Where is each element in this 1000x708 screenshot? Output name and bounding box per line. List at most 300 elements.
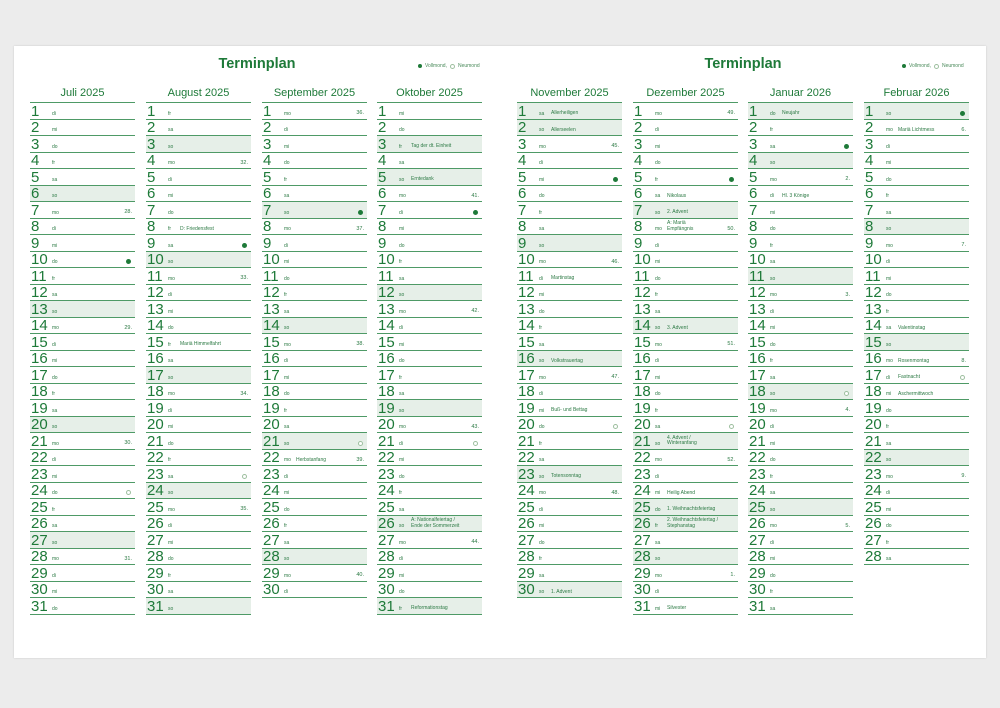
week-number: 50. [727,225,735,232]
weekday-label: mo [284,110,291,117]
weekday-label: do [886,176,892,183]
day-row [517,400,622,417]
day-row [30,120,135,137]
day-row [377,351,482,368]
day-row [30,516,135,533]
weekday-label: sa [770,143,776,150]
day-number: 30 [263,581,280,598]
day-row [30,186,135,203]
day-number: 21 [865,432,882,450]
day-row [146,186,251,203]
weekday-label: mo [770,292,777,298]
day-number: 29 [147,564,164,582]
day-row [146,450,251,467]
day-row [748,301,853,318]
day-number: 25 [378,498,395,516]
day-row [748,565,853,582]
day-row [262,334,367,351]
weekday-label: sa [655,193,661,199]
day-number: 18 [147,383,164,400]
day-number: 21 [518,432,535,450]
weekday-label: so [284,325,290,331]
day-number: 2 [263,119,272,136]
weekday-label: mo [886,473,893,480]
weekday-label: mi [886,160,892,166]
weekday-label: mi [886,506,892,513]
day-row [377,417,482,434]
month-name: Oktober 2025 [377,84,482,103]
day-row [262,301,367,318]
day-row [748,549,853,566]
weekday-label: do [168,209,174,216]
weekday-label: mi [539,176,545,183]
day-row [146,252,251,269]
day-row [748,169,853,186]
day-row [517,202,622,219]
day-number: 10 [31,251,48,268]
month-column [262,84,367,598]
day-number: 23 [147,465,164,483]
day-row [30,582,135,599]
holiday-label: 2. Advent [667,209,688,216]
day-row [377,252,482,269]
day-row [146,384,251,401]
weekday-label: so [539,473,545,480]
weekday-label: fr [770,589,774,595]
weekday-label: mo [886,127,893,133]
day-row [146,400,251,417]
day-number: 16 [263,350,280,367]
weekday-label: fr [539,440,543,447]
day-number: 9 [263,234,272,252]
weekday-label: di [539,391,543,397]
day-number: 13 [31,300,48,318]
day-row [30,384,135,401]
day-number: 4 [147,152,156,169]
weekday-label: sa [284,539,290,546]
week-number: 9. [961,473,966,479]
day-row [864,318,969,335]
month-name: September 2025 [262,84,367,103]
day-row [633,532,738,549]
day-row [633,334,738,351]
weekday-label: fr [770,473,774,480]
day-number: 20 [518,416,535,433]
day-row [633,153,738,170]
day-row [262,565,367,582]
weekday-label: mi [655,143,661,150]
weekday-label: di [886,143,890,150]
day-row [633,367,738,384]
weekday-label: do [399,242,405,249]
day-number: 15 [378,333,395,351]
day-number: 12 [378,284,395,301]
weekday-label: fr [52,391,56,397]
day-number: 21 [634,432,651,450]
day-row [30,433,135,450]
day-row [30,450,135,467]
weekday-label: do [399,127,405,133]
day-number: 29 [378,564,395,582]
day-number: 4 [263,152,272,169]
holiday-label: Totensonntag [551,473,582,480]
day-row [748,252,853,269]
day-number: 7 [749,201,758,219]
day-row [633,235,738,252]
weekday-label: sa [399,275,405,282]
day-number: 1 [31,102,40,120]
day-row [517,565,622,582]
day-row [748,202,853,219]
day-number: 13 [147,300,164,318]
day-number: 17 [147,366,164,384]
day-number: 23 [263,465,280,483]
day-number: 30 [31,581,48,598]
day-number: 30 [147,581,164,598]
day-row [30,103,135,120]
weekday-label: sa [886,325,892,331]
day-number: 9 [147,234,156,252]
day-number: 25 [31,498,48,516]
day-number: 10 [518,251,535,268]
full-moon-icon [242,243,247,248]
weekday-label: so [539,242,545,249]
weekday-label: fr [886,193,890,199]
day-row [377,153,482,170]
weekday-label: mi [655,374,661,381]
weekday-label: di [399,556,403,562]
day-number: 24 [518,482,535,499]
weekday-label: mi [770,325,776,331]
day-number: 18 [865,383,882,400]
day-number: 25 [263,498,280,516]
week-number: 4. [845,407,850,413]
weekday-label: do [168,556,174,562]
weekday-label: sa [770,605,776,612]
day-row [262,367,367,384]
day-number: 25 [518,498,535,516]
day-number: 25 [749,498,766,516]
day-number: 23 [865,465,882,483]
day-row [377,334,482,351]
day-row [864,334,969,351]
day-row [377,186,482,203]
weekday-label: fr [284,407,288,414]
day-row [748,186,853,203]
weekday-label: sa [399,391,405,397]
day-row [377,499,482,516]
holiday-label: Martinstag [551,275,575,282]
day-number: 17 [263,366,280,384]
day-number: 29 [749,564,766,582]
weekday-label: di [539,506,543,513]
weekday-label: mo [539,490,546,496]
weekday-label: fr [168,457,172,463]
day-number: 7 [147,201,156,219]
weekday-label: mi [52,127,58,133]
weekday-label: fr [399,374,403,381]
day-number: 16 [378,350,395,367]
day-number: 9 [518,234,527,252]
weekday-label: so [770,391,776,397]
day-row [633,565,738,582]
day-number: 5 [147,168,156,186]
day-number: 24 [263,482,280,499]
day-row [864,235,969,252]
day-number: 5 [31,168,40,186]
weekday-label: so [886,341,892,348]
day-number: 26 [749,515,766,532]
weekday-label: di [770,193,774,199]
week-number: 40. [356,572,364,578]
weekday-label: sa [52,523,58,529]
day-row [633,169,738,186]
weekday-label: mi [168,193,174,199]
week-number: 43. [471,423,479,430]
day-number: 16 [31,350,48,367]
weekday-label: sa [770,490,776,496]
new-moon-icon [613,424,618,429]
day-number: 24 [749,482,766,499]
day-row [517,367,622,384]
weekday-label: mi [52,589,58,595]
weekday-label: so [886,110,892,117]
day-row [633,219,738,236]
day-row [633,103,738,120]
weekday-label: mi [399,110,405,117]
weekday-label: so [168,143,174,150]
day-number: 28 [518,548,535,565]
weekday-label: di [539,275,543,282]
weekday-label: di [399,440,403,447]
day-number: 17 [865,366,882,384]
full-moon-icon [729,177,734,182]
day-number: 1 [147,102,156,120]
weekday-label: sa [399,160,405,166]
day-number: 20 [31,416,48,433]
week-number: 36. [356,110,364,116]
day-number: 12 [865,284,882,301]
day-row [864,301,969,318]
day-number: 2 [749,119,758,136]
day-row [262,400,367,417]
day-number: 14 [634,317,651,334]
day-number: 12 [31,284,48,301]
day-row [748,103,853,120]
new-moon-icon [729,424,734,429]
full-moon-icon [358,210,363,215]
day-number: 26 [378,515,395,532]
weekday-label: so [399,407,405,414]
day-number: 25 [865,498,882,516]
day-row [30,565,135,582]
day-row [633,450,738,467]
day-row [517,466,622,483]
weekday-label: mo [52,440,59,447]
day-row [262,202,367,219]
day-row [262,384,367,401]
weekday-label: do [399,473,405,480]
weekday-label: sa [655,539,661,546]
page-title: Terminplan [704,56,782,72]
weekday-label: so [399,176,405,183]
week-number: 42. [471,308,479,314]
weekday-label: do [284,275,290,282]
holiday-label: Tag der dt. Einheit [411,143,452,150]
day-row [864,466,969,483]
legend-new-moon-label: Neumond [941,63,964,69]
weekday-label: mo [399,539,406,546]
weekday-label: sa [886,209,892,216]
day-row [146,301,251,318]
day-number: 1 [518,102,527,120]
day-number: 14 [31,317,48,334]
week-number: 38. [356,341,364,347]
day-number: 22 [147,449,164,466]
weekday-label: mi [539,523,545,529]
weekday-label: fr [886,539,890,546]
day-number: 28 [31,548,48,565]
day-row [377,532,482,549]
day-row [262,103,367,120]
weekday-label: mo [284,341,291,348]
day-number: 2 [865,119,874,136]
day-number: 10 [147,251,164,268]
day-row [864,549,969,566]
day-number: 30 [634,581,651,598]
weekday-label: do [655,506,661,513]
day-number: 12 [263,284,280,301]
day-number: 19 [865,399,882,417]
new-moon-icon [473,441,478,446]
day-row [517,433,622,450]
day-number: 21 [378,432,395,450]
day-number: 14 [518,317,535,334]
weekday-label: sa [284,424,290,430]
weekday-label: mo [52,209,59,216]
day-row [377,433,482,450]
day-number: 25 [147,498,164,516]
weekday-label: fr [284,176,288,183]
day-row [377,450,482,467]
day-row [30,153,135,170]
weekday-label: fr [655,176,659,183]
weekday-label: mo [284,226,291,232]
weekday-label: fr [655,407,659,414]
weekday-label: so [168,605,174,612]
day-row [146,351,251,368]
day-number: 8 [31,218,40,235]
day-number: 9 [378,234,387,252]
week-number: 49. [727,110,735,116]
weekday-label: fr [655,523,659,529]
day-row [633,268,738,285]
week-number: 37. [356,225,364,232]
day-row [864,384,969,401]
weekday-label: mi [399,341,405,348]
weekday-label: mi [168,424,174,430]
weekday-label: do [770,572,776,579]
weekday-label: di [655,473,659,480]
weekday-label: di [770,308,774,315]
weekday-label: mo [539,143,546,150]
day-number: 8 [147,218,156,235]
weekday-label: so [52,424,58,430]
weekday-label: sa [284,308,290,315]
day-number: 3 [749,135,758,153]
day-number: 18 [378,383,395,400]
weekday-label: di [168,176,172,183]
day-number: 11 [865,267,881,285]
day-row [377,549,482,566]
weekday-label: fr [52,160,56,166]
weekday-label: sa [52,176,58,183]
day-number: 21 [147,432,164,450]
day-row [748,516,853,533]
day-number: 1 [378,102,387,120]
day-number: 5 [865,168,874,186]
weekday-label: fr [284,292,288,298]
day-number: 3 [378,135,387,153]
day-number: 3 [865,135,874,153]
day-number: 1 [263,102,272,120]
weekday-label: so [52,308,58,315]
day-number: 26 [634,515,651,532]
holiday-label: D: Friedensfest [180,225,214,232]
month-column [748,84,853,615]
weekday-label: sa [52,292,58,298]
weekday-label: mi [284,374,290,381]
weekday-label: do [539,308,545,315]
day-number: 28 [634,548,651,565]
week-number: 46. [611,258,619,265]
weekday-label: mi [168,308,174,315]
weekday-label: sa [52,407,58,414]
day-number: 13 [518,300,535,318]
day-row [864,169,969,186]
day-row [377,318,482,335]
day-number: 21 [263,432,280,450]
day-number: 19 [263,399,280,417]
day-number: 19 [31,399,48,417]
day-row [30,268,135,285]
weekday-label: so [539,127,545,133]
weekday-label: mo [168,506,175,513]
day-row [262,268,367,285]
day-number: 2 [378,119,387,136]
day-number: 7 [634,201,643,219]
day-row [262,549,367,566]
weekday-label: so [539,358,545,364]
day-number: 4 [31,152,40,169]
weekday-label: sa [168,473,174,480]
weekday-label: mi [52,473,58,480]
day-number: 3 [147,135,156,153]
day-row [633,433,738,450]
day-row [748,582,853,599]
day-number: 12 [518,284,535,301]
day-row [748,400,853,417]
day-row [146,417,251,434]
weekday-label: sa [168,589,174,595]
legend-full-moon-label: Vollmond, [909,63,931,69]
day-row [146,433,251,450]
day-row [748,532,853,549]
weekday-label: di [886,490,890,496]
day-number: 18 [749,383,766,400]
day-row [30,549,135,566]
day-number: 26 [31,515,48,532]
